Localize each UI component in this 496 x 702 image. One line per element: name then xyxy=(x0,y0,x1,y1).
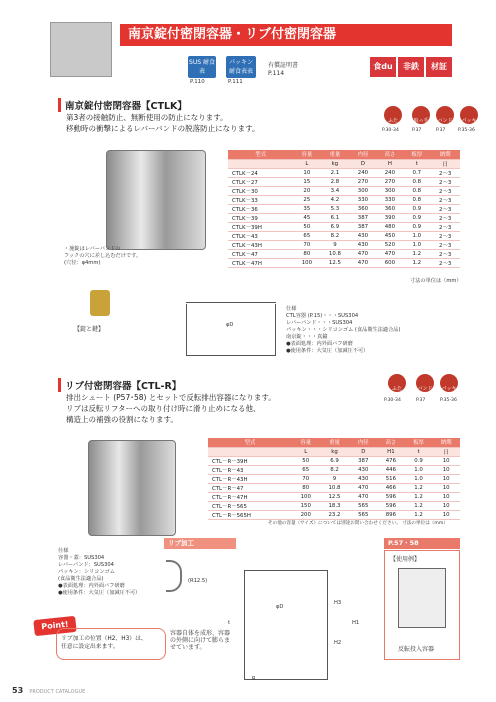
cell-value: 387 xyxy=(349,456,377,465)
tag-handle: 取っ手 xyxy=(412,106,430,124)
dim-r12-5: (R12.5) xyxy=(188,578,208,584)
dim-diameter-1: φD xyxy=(226,322,234,328)
cell-model: CTLK－30 xyxy=(228,186,293,195)
cell-value: 10 xyxy=(432,492,460,501)
cell-value: 25 xyxy=(293,195,320,204)
section2-title: リブ付密閉容器【CTL-R】 xyxy=(58,378,181,392)
table-note-2: その他の容量（サイズ）については別途お問い合わせください。 寸法の単位は（mm） xyxy=(268,521,448,526)
badge-packing-page: P.111 xyxy=(228,79,243,85)
cell-value: 150 xyxy=(292,501,320,510)
cell-model: CTL－R－47H xyxy=(208,492,292,501)
cell-value: 2～3 xyxy=(430,195,460,204)
cell-value: 10.8 xyxy=(320,483,350,492)
drawing-lid-line xyxy=(186,302,276,303)
cell-value: 50 xyxy=(293,222,320,231)
point-badge: Point! xyxy=(33,616,76,636)
cell-value: 6.9 xyxy=(320,222,349,231)
cell-value: 12.5 xyxy=(320,492,350,501)
cell-value: 8.2 xyxy=(320,465,350,474)
cell-value: 516 xyxy=(377,474,405,483)
table-row xyxy=(208,492,460,501)
p57-caption: 反転投入容器 xyxy=(398,646,435,653)
dim-h1: H1 xyxy=(352,620,360,626)
cell-model: CTLK－47H xyxy=(228,258,293,267)
cell-value: 330 xyxy=(376,195,403,204)
badge-sus-page: P.110 xyxy=(190,79,205,85)
cell-value: 896 xyxy=(377,510,405,519)
badge-sus: SUS 耐食表 xyxy=(188,56,216,78)
ctlr-container-photo xyxy=(88,440,176,536)
cell-value: 240 xyxy=(376,168,403,177)
cell-model: CTLK－39H xyxy=(228,222,293,231)
cell-value: 470 xyxy=(349,492,377,501)
catalogue-label: PRODUCT CATALOGUE xyxy=(29,689,86,695)
cell-value: 10 xyxy=(432,501,460,510)
tag-page-band: P.37 xyxy=(436,128,446,133)
dim-h2: H2 xyxy=(334,640,342,646)
rib-note: 容器自体を成形、容器 の外側に向けて膨らま せています。 xyxy=(170,630,231,651)
cell-value: 1.2 xyxy=(405,483,433,492)
size-note-1: 寸法の単位は（mm） xyxy=(410,278,462,284)
table-row xyxy=(208,465,460,474)
table-row xyxy=(228,177,460,186)
tipper-illustration xyxy=(398,568,446,628)
cell-model: CTL－R－47 xyxy=(208,483,292,492)
col2-weight: 重量 xyxy=(320,438,350,447)
col2-delivery: 納期 xyxy=(432,438,460,447)
rib-header: リブ加工 xyxy=(164,538,236,549)
cell-value: 2～3 xyxy=(430,177,460,186)
cell-value: 1.0 xyxy=(403,240,430,249)
cell-model: CTLK－43 xyxy=(228,231,293,240)
cell-value: 1.2 xyxy=(405,510,433,519)
cell-value: 10 xyxy=(432,474,460,483)
cell-value: 35 xyxy=(293,204,320,213)
badge-cert-page: P.114 xyxy=(268,70,285,77)
cell-value: 470 xyxy=(349,249,376,258)
col-height: 高さ xyxy=(376,150,403,159)
cell-value: 23.2 xyxy=(320,510,350,519)
rib-drawing xyxy=(166,560,182,592)
col2-model: 型式 xyxy=(208,438,292,447)
cell-value: 2～3 xyxy=(430,258,460,267)
cell-value: 2.1 xyxy=(320,168,349,177)
cell-value: 70 xyxy=(293,240,320,249)
ctlr-table xyxy=(208,438,460,520)
cell-value: 0.8 xyxy=(403,195,430,204)
cell-value: 2～3 xyxy=(430,204,460,213)
cell-value: 430 xyxy=(349,231,376,240)
cell-model: CTLK－39 xyxy=(228,213,293,222)
cell-value: 10 xyxy=(432,510,460,519)
cell-value: 270 xyxy=(349,177,376,186)
cell-value: 4.2 xyxy=(320,195,349,204)
cell-value: 446 xyxy=(377,465,405,474)
cell-value: 3.4 xyxy=(320,186,349,195)
cell-value: 65 xyxy=(292,465,320,474)
cell-value: 70 xyxy=(292,474,320,483)
col-thickness: 板厚 xyxy=(403,150,430,159)
table-row xyxy=(228,231,460,240)
tag2-lid: ふた xyxy=(388,374,406,392)
keyword-material-cert: 材証 xyxy=(426,57,452,77)
dim-diameter-2: φD xyxy=(276,604,284,610)
cell-value: 430 xyxy=(349,240,376,249)
cell-value: 100 xyxy=(292,492,320,501)
tag2-packing: パッキン xyxy=(440,374,458,392)
cell-value: 300 xyxy=(349,186,376,195)
table-row xyxy=(228,204,460,213)
cell-value: 9 xyxy=(320,474,350,483)
product-thumbnail xyxy=(50,22,112,77)
tag-band: バンド xyxy=(436,106,454,124)
cell-value: 1.2 xyxy=(405,501,433,510)
cell-value: 0.9 xyxy=(403,204,430,213)
cell-value: 80 xyxy=(293,249,320,258)
badge-cert: 有償証明書 xyxy=(268,62,299,69)
cell-model: CTLK－33 xyxy=(228,195,293,204)
tag-page-lid: P.30-34 xyxy=(382,128,399,133)
cell-value: 240 xyxy=(349,168,376,177)
cell-value: 390 xyxy=(376,213,403,222)
keyword-food: 食du xyxy=(370,57,396,77)
cell-value: 387 xyxy=(349,213,376,222)
cell-value: 10.8 xyxy=(320,249,349,258)
cell-value: 9 xyxy=(320,240,349,249)
cell-value: 360 xyxy=(376,204,403,213)
cell-model: CTLK－36 xyxy=(228,204,293,213)
cell-model: CTL－R－43H xyxy=(208,474,292,483)
cell-value: 565 xyxy=(349,501,377,510)
cell-value: 470 xyxy=(349,483,377,492)
cell-value: 330 xyxy=(349,195,376,204)
tag-lid: ふた xyxy=(384,106,402,124)
cell-value: 360 xyxy=(349,204,376,213)
table-row xyxy=(228,222,460,231)
cell-value: 6.1 xyxy=(320,213,349,222)
page-number: 53 xyxy=(12,686,24,695)
tag-packing: パッキン xyxy=(460,106,478,124)
table-row xyxy=(208,456,460,465)
cell-value: 2.8 xyxy=(320,177,349,186)
footer xyxy=(12,686,85,695)
table-row xyxy=(228,258,460,267)
col-weight: 重量 xyxy=(320,150,349,159)
cell-value: 20 xyxy=(293,186,320,195)
lock-label: 【錠と鍵】 xyxy=(74,326,105,333)
dim-t: t xyxy=(228,620,231,626)
cell-value: 15 xyxy=(293,177,320,186)
cell-value: 10 xyxy=(293,168,320,177)
cell-value: 1.0 xyxy=(403,231,430,240)
cell-value: 430 xyxy=(349,465,377,474)
cell-value: 2～3 xyxy=(430,231,460,240)
cell-model: CTL－R－43 xyxy=(208,465,292,474)
cell-value: 12.5 xyxy=(320,258,349,267)
cell-value: 0.8 xyxy=(403,186,430,195)
cell-value: 600 xyxy=(376,258,403,267)
table-row xyxy=(228,249,460,258)
padlock-image xyxy=(90,290,110,316)
dim-r: R xyxy=(252,676,256,682)
ctlk-table xyxy=(228,150,460,268)
unit-row: L kg D H t 日 xyxy=(228,159,460,168)
cell-value: 100 xyxy=(293,258,320,267)
cell-value: 596 xyxy=(377,492,405,501)
cell-value: 45 xyxy=(293,213,320,222)
page-title: 南京錠付密閉容器・リブ付密閉容器 xyxy=(120,24,452,46)
cell-value: 0.7 xyxy=(403,168,430,177)
section2-desc: 排出シュート (P57･58) とセットで反転排出容器になります。 リブは反転リフターへの取り付け時に滑り止めになる他、 構造上の補強の役割になります。 xyxy=(66,393,276,424)
cell-value: 0.8 xyxy=(403,177,430,186)
section1-desc: 第3者の接触防止、無断使用の防止になります。 移動時の衝撃によるレバーバンドの脱落防止になります。 xyxy=(66,113,260,133)
cell-value: 565 xyxy=(349,510,377,519)
cell-value: 18.3 xyxy=(320,501,350,510)
table-row xyxy=(228,240,460,249)
unit-row-2: L kg D H1 t 日 xyxy=(208,447,460,456)
col-diameter: 内径 xyxy=(349,150,376,159)
tag2-page-band: P.37 xyxy=(416,398,426,403)
tag-page-handle: P.37 xyxy=(412,128,422,133)
ctlk-spec: 仕様 CTL容器 (P.15)・・・SUS304 レバーバンド・・・SUS304 パッキン・・・シリコンゴム (食品衛生法適合品) 南京錠・・・真鍮 ●表面処理：内外面バフ研磨 ●使用条件：大気圧（加減圧不可） xyxy=(286,306,401,354)
cell-model: CTLK－24 xyxy=(228,168,293,177)
cell-value: 480 xyxy=(376,222,403,231)
cell-value: 1.2 xyxy=(403,249,430,258)
table-row xyxy=(208,501,460,510)
cell-value: 10 xyxy=(432,456,460,465)
cell-value: 430 xyxy=(349,474,377,483)
table-row xyxy=(228,186,460,195)
cell-value: 300 xyxy=(376,186,403,195)
col2-diameter: 内径 xyxy=(349,438,377,447)
table-row xyxy=(208,510,460,519)
tag2-band: バンド xyxy=(416,374,434,392)
cell-value: 1.0 xyxy=(405,465,433,474)
keyword-nonferrous: 非鉄 xyxy=(398,57,424,77)
cell-value: 1.2 xyxy=(405,492,433,501)
cell-value: 520 xyxy=(376,240,403,249)
cell-model: CTL－R－39H xyxy=(208,456,292,465)
cell-value: 470 xyxy=(376,249,403,258)
cell-value: 50 xyxy=(292,456,320,465)
badge-packing: パッキン 耐食表表 xyxy=(226,56,256,78)
p57-header: P.57・58 xyxy=(384,538,460,549)
dim-h3: H3 xyxy=(334,600,342,606)
cell-value: 5.3 xyxy=(320,204,349,213)
table-row xyxy=(208,474,460,483)
p57-label: 【使用例】 xyxy=(390,556,421,563)
cell-model: CTL－R－565H xyxy=(208,510,292,519)
cell-value: 8.2 xyxy=(320,231,349,240)
table-row xyxy=(208,483,460,492)
tag2-page-lid: P.30-34 xyxy=(384,398,401,403)
col-capacity: 容量 xyxy=(293,150,320,159)
table-row xyxy=(228,213,460,222)
cell-model: CTLK－27 xyxy=(228,177,293,186)
cell-value: 1.2 xyxy=(403,258,430,267)
col-delivery: 納期 xyxy=(430,150,460,159)
cell-value: 10 xyxy=(432,465,460,474)
cell-value: 270 xyxy=(376,177,403,186)
tag2-page-packing: P.35-36 xyxy=(440,398,457,403)
point-callout: リブ加工の位置（H2、H3）は、 任意に設定出来ます。 xyxy=(56,628,166,660)
cell-value: 2～3 xyxy=(430,213,460,222)
section1-title: 南京錠付密閉容器【CTLK】 xyxy=(58,98,187,112)
cell-value: 0.9 xyxy=(403,222,430,231)
ctlr-drawing xyxy=(244,570,328,680)
cell-value: 2～3 xyxy=(430,186,460,195)
col2-capacity: 容量 xyxy=(292,438,320,447)
cell-model: CTLK－47 xyxy=(228,249,293,258)
ctlr-spec: 仕様 容器・蓋：SUS304 レバーバンド：SUS304 パッキン：シリコンゴム (食品衛生法適合品) ●表面処理：内外面バフ研磨 ●使用条件：大気圧（加減圧不可） xyxy=(58,548,141,596)
cell-value: 470 xyxy=(349,258,376,267)
col2-height: 高さ xyxy=(377,438,405,447)
table-row xyxy=(228,168,460,177)
cell-value: 387 xyxy=(349,222,376,231)
cell-value: 80 xyxy=(292,483,320,492)
col-model: 型式 xyxy=(228,150,293,159)
cell-value: 476 xyxy=(377,456,405,465)
tag-page-packing: P.35-36 xyxy=(458,128,475,133)
cell-value: 10 xyxy=(432,483,460,492)
table-row xyxy=(228,195,460,204)
cell-value: 65 xyxy=(293,231,320,240)
cell-value: 466 xyxy=(377,483,405,492)
cell-value: 0.9 xyxy=(403,213,430,222)
cell-value: 0.9 xyxy=(405,456,433,465)
lock-note: ・施錠はレバーバンドの フックの穴に差し込むだけです。 (穴径：φ4mm) xyxy=(64,246,142,266)
cell-model: CTLK－43H xyxy=(228,240,293,249)
ctlk-container-photo xyxy=(106,150,206,250)
cell-value: 200 xyxy=(292,510,320,519)
cell-value: 2～3 xyxy=(430,249,460,258)
ctlk-drawing xyxy=(186,304,276,356)
cell-model: CTL－R－565 xyxy=(208,501,292,510)
cell-value: 6.9 xyxy=(320,456,350,465)
cell-value: 2～3 xyxy=(430,222,460,231)
cell-value: 450 xyxy=(376,231,403,240)
cell-value: 1.0 xyxy=(405,474,433,483)
cell-value: 596 xyxy=(377,501,405,510)
cell-value: 2～3 xyxy=(430,240,460,249)
col2-thickness: 板厚 xyxy=(405,438,433,447)
cell-value: 2～3 xyxy=(430,168,460,177)
